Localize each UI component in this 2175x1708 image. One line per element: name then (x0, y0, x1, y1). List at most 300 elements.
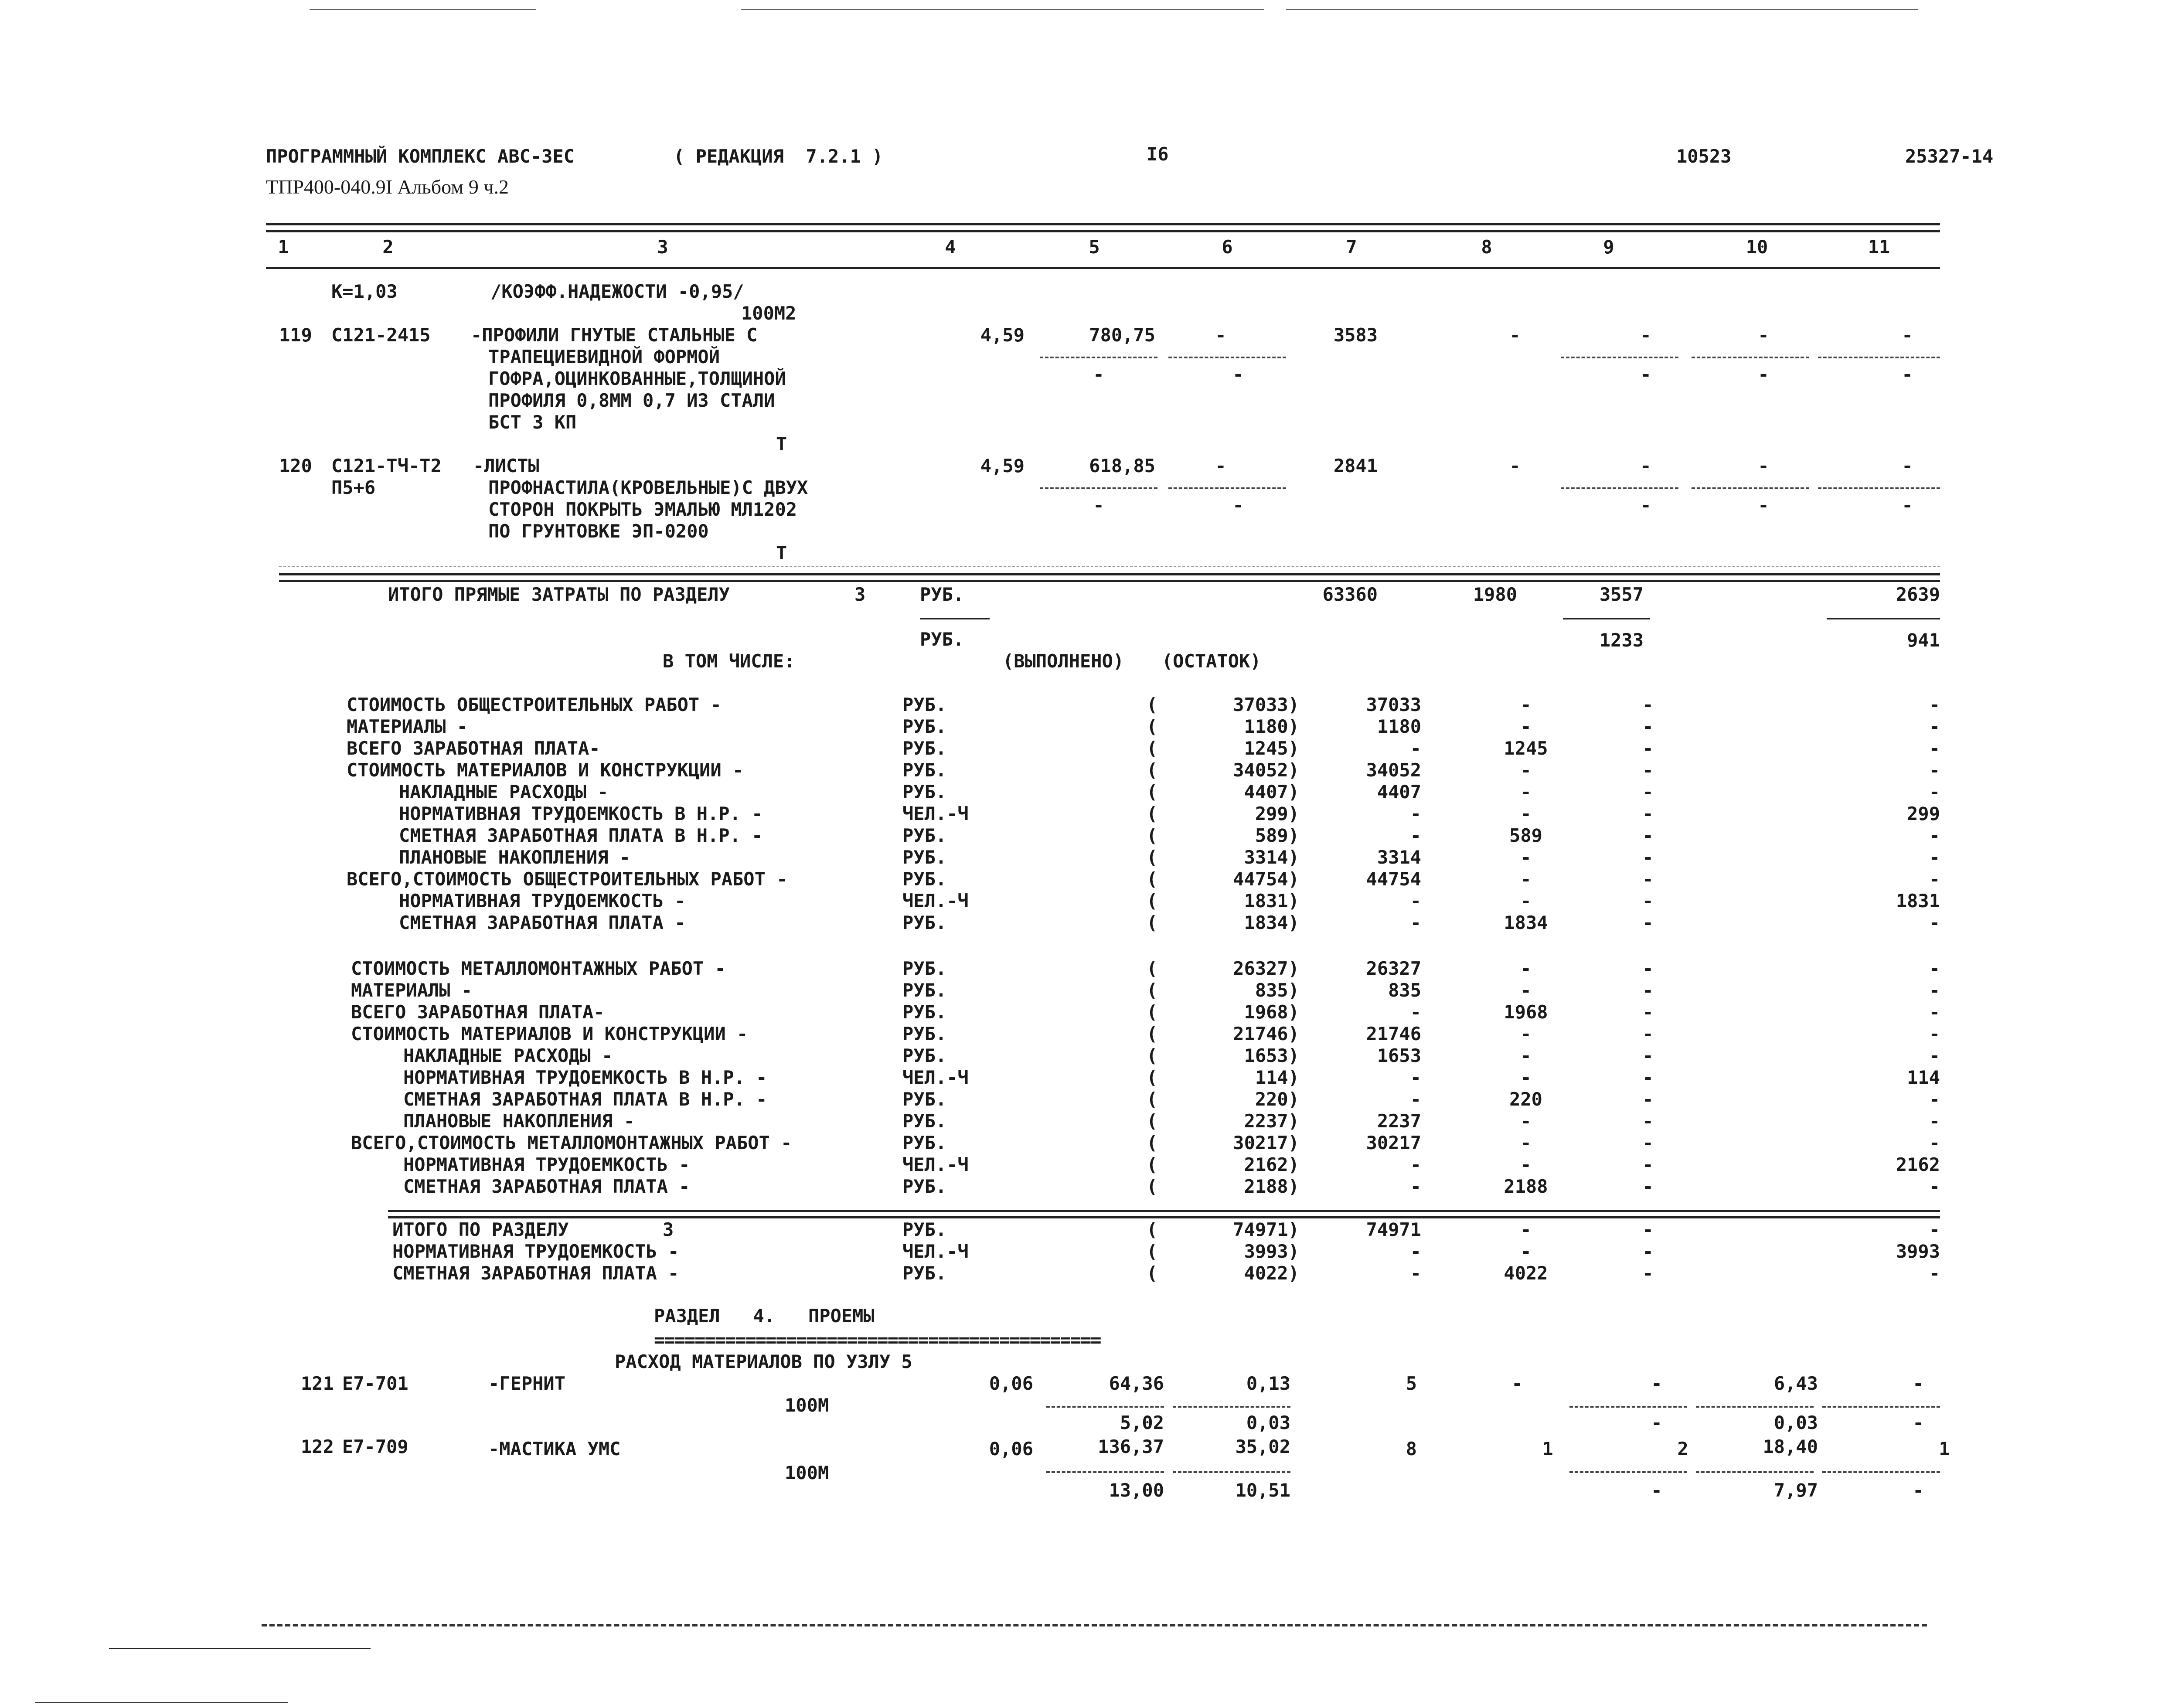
breakdown-done-value: 114) (1255, 1067, 1299, 1088)
total-direct-c7: 63360 (1322, 584, 1378, 605)
breakdown-c9: - (1642, 980, 1654, 1001)
breakdown-c8: 4022 (1504, 1262, 1548, 1284)
breakdown-c7: 4407 (1377, 781, 1421, 803)
item-sub-c9: - (1651, 1412, 1662, 1433)
item-c8: 1 (1542, 1438, 1553, 1460)
sub-rule (920, 618, 990, 619)
item-desc-line: ПО ГРУНТОВКЕ ЭП-0200 (488, 521, 709, 542)
section4-subtitle: РАСХОД МАТЕРИАЛОВ ПО УЗЛУ 5 (615, 1351, 912, 1372)
breakdown-done-value: 4022) (1244, 1262, 1299, 1284)
breakdown-c8: 1245 (1504, 738, 1548, 759)
breakdown-label: СМЕТНАЯ ЗАРАБОТНАЯ ПЛАТА В Н.Р. - (399, 825, 763, 846)
breakdown-c7: - (1410, 1241, 1421, 1262)
breakdown-done-value: 1180) (1244, 716, 1299, 737)
dotted-rule (279, 566, 1940, 567)
breakdown-section: 3 (663, 1219, 674, 1240)
table-top-rule-2 (266, 230, 1940, 232)
breakdown-c11: - (1929, 1262, 1940, 1284)
breakdown-c8: - (1520, 890, 1532, 912)
item-c9: - (1651, 1373, 1662, 1394)
breakdown-c11: 2162 (1896, 1154, 1940, 1175)
breakdown-paren-open: ( (1147, 1241, 1158, 1262)
sub-rule (1046, 1471, 1164, 1473)
breakdown-label: СТОИМОСТЬ ОБЩЕСТРОИТЕЛЬНЫХ РАБОТ - (347, 694, 722, 715)
incl-done: (ВЫПОЛНЕНО) (1003, 650, 1124, 672)
item-c8: - (1511, 1373, 1523, 1394)
breakdown-paren-open: ( (1147, 738, 1158, 759)
doc-code-1: 10523 (1676, 146, 1732, 167)
item-qty: 0,06 (989, 1373, 1033, 1394)
breakdown-c8: - (1520, 1132, 1532, 1153)
breakdown-paren-open: ( (1147, 1089, 1158, 1110)
breakdown-c9: - (1642, 912, 1654, 933)
item-sub-c5: 13,00 (1109, 1480, 1164, 1501)
item-code-2: П5+6 (331, 477, 376, 498)
item-c7: 8 (1406, 1438, 1417, 1460)
breakdown-c7: - (1410, 738, 1421, 759)
breakdown-label: МАТЕРИАЛЫ - (347, 716, 468, 737)
breakdown-c11: - (1929, 1001, 1940, 1023)
breakdown-label: ИТОГО ПО РАЗДЕЛУ (392, 1219, 569, 1240)
breakdown-unit: РУБ. (902, 781, 947, 803)
breakdown-c8: - (1520, 1154, 1532, 1175)
breakdown-c11: - (1929, 694, 1940, 715)
col-header-4: 4 (945, 236, 956, 258)
item-sub-c11: - (1913, 1412, 1924, 1433)
breakdown-paren-open: ( (1147, 1132, 1158, 1153)
breakdown-c11: - (1929, 980, 1940, 1001)
item-desc-line: ПРОФИЛЯ 0,8ММ 0,7 ИЗ СТАЛИ (488, 390, 775, 411)
item-qty: 4,59 (980, 324, 1025, 346)
breakdown-unit: РУБ. (902, 980, 947, 1001)
breakdown-unit: РУБ. (902, 1023, 947, 1045)
breakdown-c7: 835 (1388, 980, 1421, 1001)
breakdown-c7: 2237 (1377, 1110, 1421, 1132)
breakdown-c8: - (1520, 1045, 1532, 1066)
col-header-9: 9 (1603, 236, 1614, 258)
breakdown-paren-open: ( (1147, 825, 1158, 846)
breakdown-done-value: 37033) (1233, 694, 1299, 715)
sub-rule (1561, 357, 1678, 358)
bottom-dashed-rule (262, 1624, 1927, 1626)
page-number: I6 (1147, 143, 1169, 165)
item-sub-c6: - (1232, 494, 1244, 516)
breakdown-label: НОРМАТИВНАЯ ТРУДОЕМКОСТЬ - (403, 1154, 690, 1175)
scan-edge-line (35, 1702, 288, 1703)
breakdown-c11: - (1929, 1132, 1940, 1153)
breakdown-c11: - (1929, 1089, 1940, 1110)
sub-rule (1173, 1406, 1290, 1408)
breakdown-label: МАТЕРИАЛЫ - (351, 980, 473, 1001)
item-c10: 18,40 (1763, 1436, 1818, 1457)
breakdown-paren-open: ( (1147, 1219, 1158, 1240)
breakdown-unit: РУБ. (902, 694, 947, 715)
breakdown-c7: 1653 (1377, 1045, 1421, 1066)
breakdown-paren-open: ( (1147, 847, 1158, 868)
col-header-11: 11 (1868, 236, 1890, 258)
breakdown-done-value: 34052) (1233, 759, 1299, 781)
breakdown-c8: - (1520, 781, 1532, 803)
breakdown-unit: РУБ. (902, 825, 947, 846)
item-mark: Т (776, 433, 787, 455)
total-direct-unit: РУБ. (920, 584, 964, 605)
breakdown-unit: РУБ. (902, 1176, 947, 1197)
item-sub-c9: - (1651, 1480, 1662, 1501)
item-sub-c11: - (1902, 364, 1913, 385)
breakdown-c9: - (1642, 1262, 1654, 1284)
breakdown-c11: - (1929, 781, 1940, 803)
sub-rule (1168, 357, 1286, 358)
breakdown-label: ПЛАНОВЫЕ НАКОПЛЕНИЯ - (403, 1110, 635, 1132)
breakdown-paren-open: ( (1147, 868, 1158, 890)
item-c7: 5 (1406, 1373, 1417, 1394)
incl-rest: (ОСТАТОК) (1162, 650, 1261, 672)
breakdown-c9: - (1642, 1110, 1654, 1132)
breakdown-c7: 30217 (1366, 1132, 1421, 1153)
breakdown-unit: РУБ. (902, 1132, 947, 1153)
item-sub-c11: - (1913, 1480, 1924, 1501)
breakdown-paren-open: ( (1147, 912, 1158, 933)
col-header-2: 2 (382, 236, 394, 258)
item-code: С121-2415 (331, 324, 431, 346)
total-direct-c8: 1980 (1473, 584, 1517, 605)
item-number: 120 (279, 455, 312, 476)
item-c11: - (1902, 324, 1913, 346)
breakdown-unit: РУБ. (902, 716, 947, 737)
item-c11: 1 (1939, 1438, 1950, 1460)
sub-rule (1046, 1406, 1164, 1408)
breakdown-paren-open: ( (1147, 1154, 1158, 1175)
breakdown-c11: - (1929, 1110, 1940, 1132)
sub-rule (1692, 487, 1809, 489)
breakdown-c7: - (1410, 912, 1421, 933)
breakdown-c7: - (1410, 890, 1421, 912)
item-c7: 2841 (1333, 455, 1378, 476)
breakdown-paren-open: ( (1147, 1110, 1158, 1132)
totals-rule-2 (279, 580, 1940, 582)
breakdown-label: СТОИМОСТЬ МЕТАЛЛОМОНТАЖНЫХ РАБОТ - (351, 958, 726, 979)
total-direct-c11: 2639 (1896, 584, 1940, 605)
breakdown-c9: - (1642, 847, 1654, 868)
breakdown-c9: - (1642, 1219, 1654, 1240)
breakdown-c11: - (1929, 1219, 1940, 1240)
col-header-5: 5 (1089, 236, 1100, 258)
item-c5: 780,75 (1089, 324, 1155, 346)
breakdown-c7: - (1410, 1176, 1421, 1197)
breakdown-label: СМЕТНАЯ ЗАРАБОТНАЯ ПЛАТА - (392, 1262, 679, 1284)
k-coef-text: /КОЭФФ.НАДЕЖОСТИ -0,95/ (490, 281, 744, 302)
breakdown-c11: - (1929, 868, 1940, 890)
breakdown-c7: - (1410, 825, 1421, 846)
breakdown-unit: РУБ. (902, 1001, 947, 1023)
breakdown-done-value: 2188) (1244, 1176, 1299, 1197)
item-code: Е7-701 (342, 1373, 408, 1394)
breakdown-unit: РУБ. (902, 1089, 947, 1110)
breakdown-done-value: 589) (1255, 825, 1299, 846)
breakdown-done-value: 3993) (1244, 1241, 1299, 1262)
breakdown-unit: РУБ. (902, 847, 947, 868)
breakdown-unit: РУБ. (902, 868, 947, 890)
item-c7: 3583 (1333, 324, 1378, 346)
section4-rule: ============================================ (654, 1329, 1101, 1351)
breakdown-c9: - (1642, 759, 1654, 781)
breakdown-c9: - (1642, 1176, 1654, 1197)
scan-edge-line (109, 1648, 371, 1649)
item-c5: 64,36 (1109, 1373, 1164, 1394)
breakdown-done-value: 835) (1255, 980, 1299, 1001)
breakdown-label: НОРМАТИВНАЯ ТРУДОЕМКОСТЬ - (392, 1241, 679, 1262)
breakdown-c9: - (1642, 1023, 1654, 1045)
totals-rule (279, 573, 1940, 575)
breakdown-c8: - (1520, 958, 1532, 979)
breakdown-c11: - (1929, 958, 1940, 979)
item-c11: - (1913, 1373, 1924, 1394)
sub-rule (1569, 1471, 1687, 1473)
breakdown-c7: - (1410, 1154, 1421, 1175)
item-c11: - (1902, 455, 1913, 476)
breakdown-done-value: 299) (1255, 803, 1299, 824)
incl-label: В ТОМ ЧИСЛЕ: (663, 650, 795, 672)
breakdown-label: ВСЕГО,СТОИМОСТЬ ОБЩЕСТРОИТЕЛЬНЫХ РАБОТ - (347, 868, 788, 890)
item-desc-line: БСТ 3 КП (488, 412, 577, 433)
breakdown-paren-open: ( (1147, 1001, 1158, 1023)
item-sub-c10: - (1758, 494, 1769, 516)
breakdown-done-value: 1245) (1244, 738, 1299, 759)
item-desc-line: -ПРОФИЛИ ГНУТЫЕ СТАЛЬНЫЕ С (471, 324, 758, 346)
sub-rule (1040, 487, 1157, 489)
breakdown-label: ВСЕГО ЗАРАБОТНАЯ ПЛАТА- (351, 1001, 605, 1023)
breakdown-c11: - (1929, 1045, 1940, 1066)
breakdown-label: НОРМАТИВНАЯ ТРУДОЕМКОСТЬ - (399, 890, 686, 912)
breakdown-unit: РУБ. (902, 912, 947, 933)
breakdown-label: ВСЕГО,СТОИМОСТЬ МЕТАЛЛОМОНТАЖНЫХ РАБОТ - (351, 1132, 792, 1153)
breakdown-c9: - (1642, 958, 1654, 979)
breakdown-c9: - (1642, 803, 1654, 824)
breakdown-c9: - (1642, 738, 1654, 759)
breakdown-label: НАКЛАДНЫЕ РАСХОДЫ - (403, 1045, 613, 1066)
breakdown-c9: - (1642, 1001, 1654, 1023)
breakdown-c7: 37033 (1366, 694, 1421, 715)
breakdown-c11: - (1929, 716, 1940, 737)
breakdown-done-value: 1831) (1244, 890, 1299, 912)
breakdown-paren-open: ( (1147, 958, 1158, 979)
breakdown-c9: - (1642, 825, 1654, 846)
breakdown-paren-open: ( (1147, 1023, 1158, 1045)
breakdown-c9: - (1642, 716, 1654, 737)
item-sub-c6: - (1232, 364, 1244, 385)
breakdown-paren-open: ( (1147, 781, 1158, 803)
table-top-rule (266, 223, 1940, 225)
item-sub-c11: - (1902, 494, 1913, 516)
k-coef-label: K=1,03 (331, 281, 398, 302)
breakdown-c7: - (1410, 1089, 1421, 1110)
breakdown-c7: 1180 (1377, 716, 1421, 737)
breakdown-c11: 114 (1907, 1067, 1940, 1088)
item-c10: - (1758, 324, 1769, 346)
breakdown-c7: 74971 (1366, 1219, 1421, 1240)
breakdown-unit: ЧЕЛ.-Ч (902, 890, 969, 912)
breakdown-label: НАКЛАДНЫЕ РАСХОДЫ - (399, 781, 609, 803)
breakdown-c8: - (1520, 803, 1532, 824)
breakdown-c8: - (1520, 759, 1532, 781)
item-sub-c6: 10,51 (1235, 1480, 1290, 1501)
breakdown-done-value: 1653) (1244, 1045, 1299, 1066)
scan-edge-line (1286, 9, 1918, 10)
breakdown-c7: 3314 (1377, 847, 1421, 868)
item-mark: Т (776, 542, 787, 564)
breakdown-done-value: 1834) (1244, 912, 1299, 933)
scan-edge-line (741, 9, 1264, 10)
total-direct-c9: 3557 (1599, 584, 1644, 605)
breakdown-paren-open: ( (1147, 1045, 1158, 1066)
sub-rule (1696, 1406, 1814, 1408)
item-sub-c5: - (1093, 364, 1104, 385)
item-sub-c10: 7,97 (1773, 1480, 1818, 1501)
item-code: С121-ТЧ-Т2 (331, 455, 442, 476)
breakdown-c8: - (1520, 1067, 1532, 1088)
breakdown-c8: - (1520, 980, 1532, 1001)
sub-rule (1168, 487, 1286, 489)
sub-rule (1040, 357, 1157, 358)
col-header-10: 10 (1746, 236, 1768, 258)
breakdown-c11: - (1929, 912, 1940, 933)
item-sub-c9: - (1640, 494, 1651, 516)
breakdown-c8: - (1520, 716, 1532, 737)
item-code: Е7-709 (342, 1436, 408, 1457)
breakdown-paren-open: ( (1147, 1067, 1158, 1088)
item-desc-line: ПРОФНАСТИЛА(КРОВЕЛЬНЫЕ)С ДВУХ (488, 477, 808, 498)
total-direct-c9b: 1233 (1599, 629, 1644, 651)
breakdown-c7: 44754 (1366, 868, 1421, 890)
breakdown-c9: - (1642, 868, 1654, 890)
item-sub-c6: 0,03 (1246, 1412, 1290, 1433)
breakdown-label: ВСЕГО ЗАРАБОТНАЯ ПЛАТА- (347, 738, 600, 759)
item-c9: - (1640, 324, 1651, 346)
breakdown-c9: - (1642, 1154, 1654, 1175)
breakdown-c9: - (1642, 1089, 1654, 1110)
col-header-8: 8 (1481, 236, 1492, 258)
breakdown-c7: 26327 (1366, 958, 1421, 979)
breakdown-unit: РУБ. (902, 1045, 947, 1066)
breakdown-done-value: 26327) (1233, 958, 1299, 979)
breakdown-c8: - (1520, 694, 1532, 715)
item-c6: 0,13 (1246, 1373, 1290, 1394)
item-qty: 4,59 (980, 455, 1025, 476)
breakdown-c8: - (1520, 847, 1532, 868)
breakdown-unit: РУБ. (902, 1110, 947, 1132)
col-header-6: 6 (1222, 236, 1233, 258)
item-number: 121 (301, 1373, 334, 1394)
breakdown-c9: - (1642, 1067, 1654, 1088)
item-qty: 0,06 (989, 1438, 1033, 1460)
item-number: 122 (301, 1436, 334, 1457)
breakdown-c9: - (1642, 1132, 1654, 1153)
breakdown-c8: 1834 (1504, 912, 1548, 933)
album-title: ТПР400-040.9I Альбом 9 ч.2 (266, 176, 509, 198)
breakdown-c11: - (1929, 847, 1940, 868)
breakdown-unit: РУБ. (902, 759, 947, 781)
sub-rule (1822, 1471, 1940, 1473)
item-c6: - (1215, 455, 1226, 476)
section-total-rule-2 (388, 1216, 1940, 1218)
breakdown-c7: - (1410, 1001, 1421, 1023)
breakdown-c7: 34052 (1366, 759, 1421, 781)
breakdown-unit: ЧЕЛ.-Ч (902, 1067, 969, 1088)
breakdown-done-value: 2162) (1244, 1154, 1299, 1175)
breakdown-done-value: 44754) (1233, 868, 1299, 890)
breakdown-done-value: 2237) (1244, 1110, 1299, 1132)
item-c5: 136,37 (1098, 1436, 1164, 1457)
item-unit: 100М2 (741, 303, 796, 324)
item-number: 119 (279, 324, 312, 346)
sub-rule (1563, 618, 1650, 619)
sub-rule (1822, 1406, 1940, 1408)
breakdown-c7: - (1410, 1262, 1421, 1284)
item-c6: - (1215, 324, 1226, 346)
total-direct-label: ИТОГО ПРЯМЫЕ ЗАТРАТЫ ПО РАЗДЕЛУ (388, 584, 730, 605)
breakdown-unit: РУБ. (902, 1262, 947, 1284)
item-sub-c5: - (1093, 494, 1104, 516)
breakdown-unit: ЧЕЛ.-Ч (902, 1241, 969, 1262)
section-total-rule (388, 1210, 1940, 1212)
col-header-7: 7 (1346, 236, 1357, 258)
breakdown-label: СМЕТНАЯ ЗАРАБОТНАЯ ПЛАТА В Н.Р. - (403, 1089, 767, 1110)
breakdown-done-value: 1968) (1244, 1001, 1299, 1023)
item-c6: 35,02 (1235, 1436, 1290, 1457)
section4-title: РАЗДЕЛ 4. ПРОЕМЫ (654, 1305, 875, 1327)
breakdown-label: НОРМАТИВНАЯ ТРУДОЕМКОСТЬ В Н.Р. - (399, 803, 763, 824)
breakdown-paren-open: ( (1147, 759, 1158, 781)
item-c10: - (1758, 455, 1769, 476)
breakdown-c7: - (1410, 803, 1421, 824)
breakdown-label: СМЕТНАЯ ЗАРАБОТНАЯ ПЛАТА - (403, 1176, 690, 1197)
item-c8: - (1509, 324, 1521, 346)
breakdown-c9: - (1642, 781, 1654, 803)
breakdown-paren-open: ( (1147, 980, 1158, 1001)
breakdown-c11: - (1929, 759, 1940, 781)
breakdown-unit: РУБ. (902, 738, 947, 759)
breakdown-unit: ЧЕЛ.-Ч (902, 1154, 969, 1175)
breakdown-c8: 1968 (1504, 1001, 1548, 1023)
col-header-3: 3 (657, 236, 668, 258)
breakdown-paren-open: ( (1147, 1262, 1158, 1284)
item-sub-c9: - (1640, 364, 1651, 385)
breakdown-c8: - (1520, 1219, 1532, 1240)
breakdown-done-value: 3314) (1244, 847, 1299, 868)
column-header-rule (266, 267, 1940, 269)
total-direct-c11b: 941 (1907, 629, 1940, 651)
breakdown-c11: - (1929, 738, 1940, 759)
breakdown-c9: - (1642, 1045, 1654, 1066)
breakdown-label: СТОИМОСТЬ МАТЕРИАЛОВ И КОНСТРУКЦИИ - (347, 759, 744, 781)
breakdown-unit: РУБ. (902, 958, 947, 979)
item-c8: - (1509, 455, 1521, 476)
item-desc: -ГЕРНИТ (488, 1373, 566, 1394)
breakdown-c11: - (1929, 825, 1940, 846)
breakdown-done-value: 4407) (1244, 781, 1299, 803)
item-c5: 618,85 (1089, 455, 1155, 476)
total-direct-section: 3 (854, 584, 866, 605)
sub-rule (1827, 618, 1940, 619)
total-direct-unit-2: РУБ. (920, 629, 964, 650)
breakdown-unit: РУБ. (902, 1219, 947, 1240)
breakdown-c9: - (1642, 890, 1654, 912)
breakdown-paren-open: ( (1147, 803, 1158, 824)
breakdown-done-value: 220) (1255, 1089, 1299, 1110)
edition-label: ( РЕДАКЦИЯ 7.2.1 ) (674, 146, 883, 167)
sub-rule (1569, 1406, 1687, 1408)
sub-rule (1173, 1471, 1290, 1473)
